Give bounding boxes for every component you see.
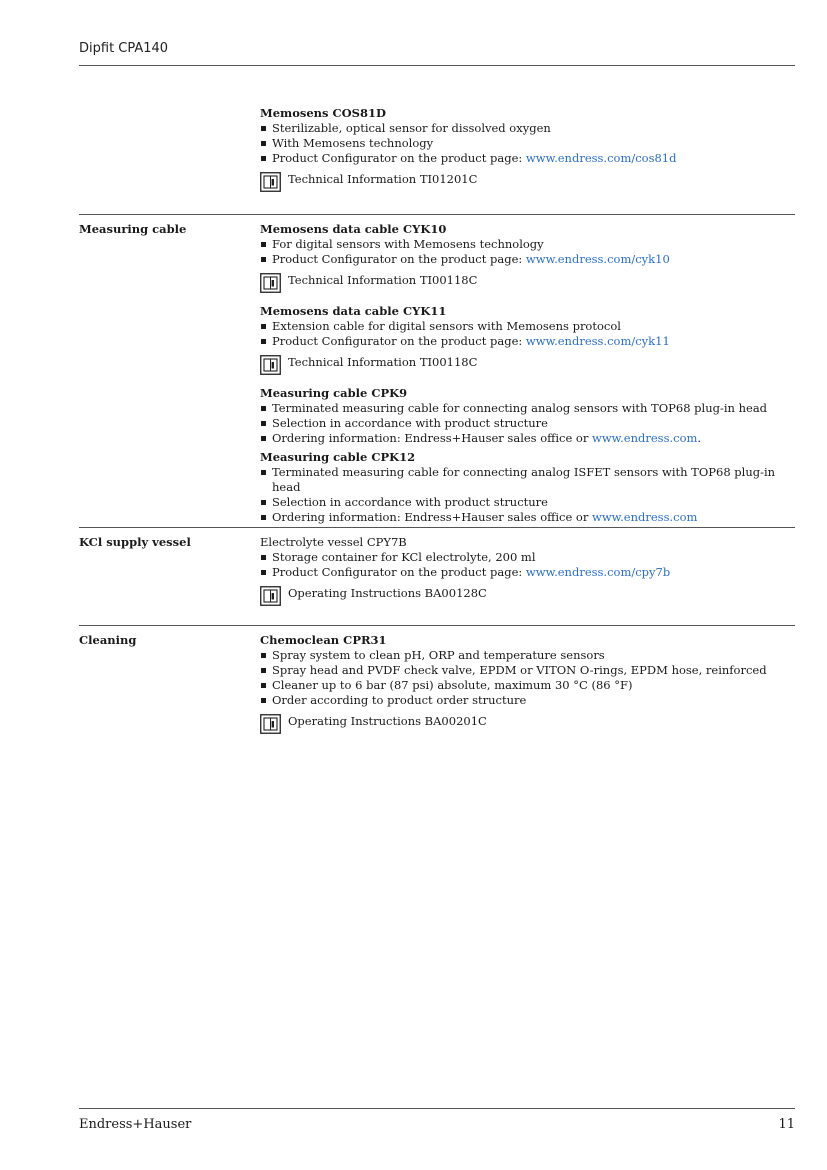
- header-divider: [79, 65, 795, 66]
- product-page-link[interactable]: www.endress.com/cpy7b: [525, 565, 671, 579]
- list-item: Spray system to clean pH, ORP and temperature sensors: [260, 648, 795, 663]
- bullet-list: [260, 237, 795, 267]
- book-icon: [260, 355, 281, 375]
- item-title: Measuring cable CPK12: [260, 450, 416, 464]
- book-icon: [260, 172, 281, 192]
- list-item: Spray head and PVDF check valve, EPDM or VITON O-rings, EPDM hose, reinforced: [260, 663, 795, 678]
- bullet-list: [260, 401, 795, 446]
- list-item: [260, 510, 795, 525]
- document-reference-text: Operating Instructions BA00201C: [288, 714, 487, 728]
- item-title: Measuring cable CPK9: [260, 386, 408, 400]
- document-reference: [260, 355, 795, 375]
- book-icon: [260, 714, 281, 734]
- list-item: Order according to product order structure: [260, 693, 795, 708]
- document-reference-text: Technical Information TI00118C: [288, 355, 478, 369]
- item-title: Memosens data cable CYK11: [260, 304, 447, 318]
- item-title: Electrolyte vessel CPY7B: [260, 535, 407, 549]
- list-item: Terminated measuring cable for connecting analog sensors with TOP68 plug-in head: [260, 401, 795, 416]
- section-body: [260, 633, 795, 734]
- list-item: For digital sensors with Memosens technology: [260, 237, 795, 252]
- list-item: With Memosens technology: [260, 136, 795, 151]
- document-reference: [260, 586, 795, 606]
- document-reference-text: Operating Instructions BA00128C: [288, 586, 487, 600]
- footer-brand: Endress+Hauser: [79, 1117, 192, 1132]
- document-reference-text: Technical Information TI00118C: [288, 273, 478, 287]
- section-label: KCl supply vessel: [79, 535, 191, 549]
- section-label: Measuring cable: [79, 222, 187, 236]
- configurator-text: Product Configurator on the product page:: [272, 252, 526, 266]
- bullet-list: [260, 319, 795, 349]
- list-item: [260, 431, 795, 446]
- item-title: Chemoclean CPR31: [260, 633, 387, 647]
- list-item: [260, 565, 795, 580]
- product-page-link[interactable]: www.endress.com/cyk11: [525, 334, 670, 348]
- section-body: [260, 106, 795, 192]
- list-item: Selection in accordance with product structure: [260, 495, 795, 510]
- list-item: Storage container for KCl electrolyte, 200 ml: [260, 550, 795, 565]
- bullet-list: [260, 648, 795, 708]
- list-item: [260, 151, 795, 166]
- section-measuring-cable: [79, 214, 795, 524]
- book-icon: [260, 586, 281, 606]
- section-cleaning: [79, 625, 795, 728]
- configurator-text: Product Configurator on the product page:: [272, 334, 526, 348]
- footer-divider: [79, 1108, 795, 1109]
- ordering-text: Ordering information: Endress+Hauser sales office or: [272, 431, 592, 445]
- bullet-list: [260, 550, 795, 580]
- product-page-link[interactable]: www.endress.com/cos81d: [525, 151, 677, 165]
- running-header: Dipfit CPA140: [79, 41, 169, 56]
- bullet-list: [260, 465, 795, 525]
- list-item: [260, 252, 795, 267]
- document-reference: [260, 273, 795, 293]
- list-item: Selection in accordance with product structure: [260, 416, 795, 431]
- section-kcl-supply-vessel: [79, 527, 795, 600]
- list-item: Terminated measuring cable for connecting analog ISFET sensors with TOP68 plug-in head: [260, 465, 795, 495]
- item-title: Memosens COS81D: [260, 106, 386, 120]
- list-item: Extension cable for digital sensors with Memosens protocol: [260, 319, 795, 334]
- list-item: Sterilizable, optical sensor for dissolved oxygen: [260, 121, 795, 136]
- document-reference-text: Technical Information TI01201C: [288, 172, 478, 186]
- book-icon: [260, 273, 281, 293]
- document-reference: [260, 714, 795, 734]
- bullet-list: [260, 121, 795, 166]
- configurator-text: Product Configurator on the product page:: [272, 151, 526, 165]
- section-label: Cleaning: [79, 633, 137, 647]
- ordering-text-end: .: [697, 431, 702, 445]
- section-body: [260, 535, 795, 606]
- ordering-text: Ordering information: Endress+Hauser sales office or: [272, 510, 592, 524]
- configurator-text: Product Configurator on the product page:: [272, 565, 526, 579]
- website-link[interactable]: www.endress.com: [591, 510, 698, 524]
- product-page-link[interactable]: www.endress.com/cyk10: [525, 252, 670, 266]
- website-link[interactable]: www.endress.com: [591, 431, 698, 445]
- item-title: Memosens data cable CYK10: [260, 222, 447, 236]
- page-number: 11: [778, 1117, 795, 1132]
- list-item: [260, 334, 795, 349]
- list-item: Cleaner up to 6 bar (87 psi) absolute, maximum 30 °C (86 °F): [260, 678, 795, 693]
- section-body: [260, 222, 795, 525]
- document-reference: [260, 172, 795, 192]
